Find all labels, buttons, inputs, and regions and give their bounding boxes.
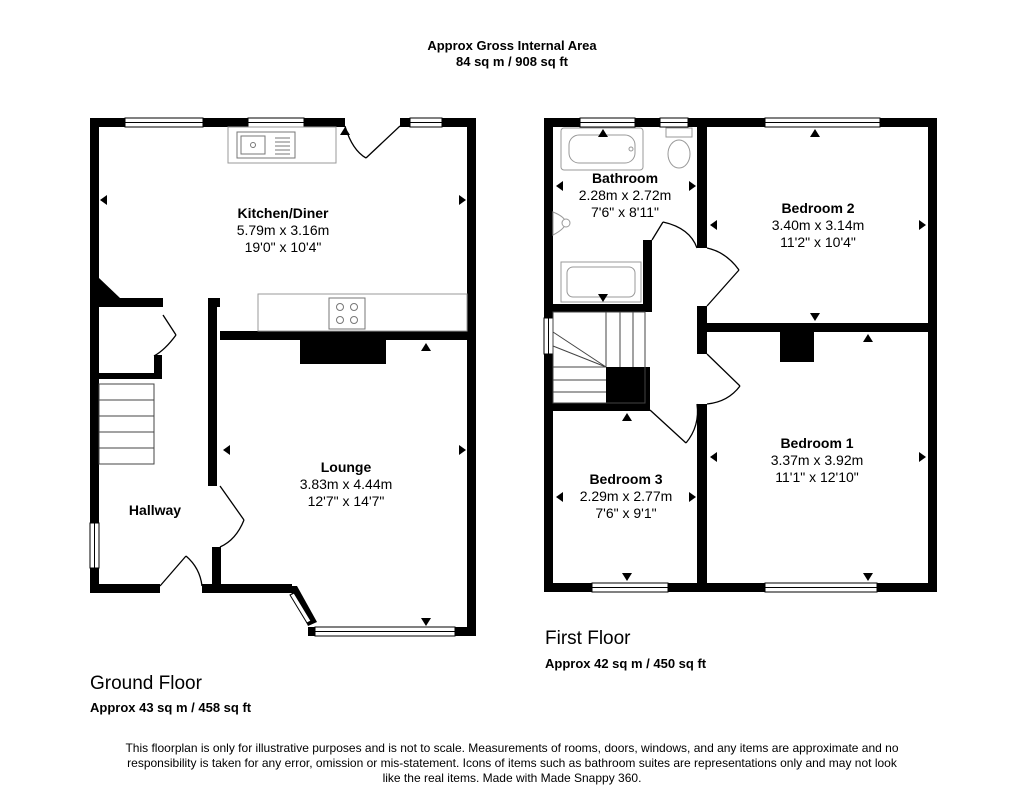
wall-west xyxy=(544,118,553,592)
wall-east xyxy=(928,118,937,592)
bedroom2-metric: 3.40m x 3.14m xyxy=(771,217,865,233)
ground-floor-plan xyxy=(90,118,476,636)
bedroom1-metric: 3.37m x 3.92m xyxy=(770,452,864,468)
wall-kitchen-lounge xyxy=(220,331,476,340)
first-floor-area: Approx 42 sq m / 450 sq ft xyxy=(545,656,707,671)
lounge-name: Lounge xyxy=(320,459,372,475)
wall-hall-lounge-upper xyxy=(208,298,217,486)
lounge-imperial: 12'7" x 14'7" xyxy=(307,493,385,509)
kitchen-metric: 5.79m x 3.16m xyxy=(236,222,330,238)
hob-icon xyxy=(329,298,365,329)
wall-bed2-bed1 xyxy=(697,323,937,332)
kitchen-name: Kitchen/Diner xyxy=(237,205,329,221)
bedroom2-imperial: 11'2" x 10'4" xyxy=(780,234,856,250)
bedroom1-imperial: 11'1" x 12'10" xyxy=(775,469,859,485)
bedroom1-name: Bedroom 1 xyxy=(780,435,854,451)
toilet-icon xyxy=(666,128,692,137)
wall-east xyxy=(467,118,476,636)
wall-south-hall xyxy=(90,584,160,593)
disclaimer-text: This floorplan is only for illustrative purposes and is not to scale. Measurements of rooms, doors, windows, and any items are approximate and no responsibility is taken for any error, omission or mis-statement. Icons of items such as bathroom suites are representations only and may not look like the real items. Made with Made Snappy 360. xyxy=(125,741,899,785)
bedroom2-name: Bedroom 2 xyxy=(781,200,855,216)
bay-wall xyxy=(288,586,317,626)
bedroom3-name: Bedroom 3 xyxy=(589,471,663,487)
bathroom-metric: 2.28m x 2.72m xyxy=(578,187,672,203)
total-area: 84 sq m / 908 sq ft xyxy=(456,54,568,69)
lounge-metric: 3.83m x 4.44m xyxy=(299,476,393,492)
wall-bath-bed2 xyxy=(697,118,707,248)
bedroom3-imperial: 7'6" x 9'1" xyxy=(595,505,657,521)
chimney-breast xyxy=(300,340,386,364)
wall-hall-lounge-lower xyxy=(212,547,221,593)
wall-west xyxy=(90,118,99,593)
ground-floor-area: Approx 43 sq m / 458 sq ft xyxy=(90,700,252,715)
wall-corner xyxy=(99,278,120,298)
ground-floor-title: Ground Floor xyxy=(90,673,202,694)
first-floor-title: First Floor xyxy=(545,628,631,649)
wall-landing-bed3 xyxy=(553,403,650,411)
wall-bath-landing xyxy=(553,304,648,312)
bedroom3-metric: 2.29m x 2.77m xyxy=(579,488,673,504)
chimney-landing xyxy=(606,367,650,403)
room-labels xyxy=(129,170,864,521)
chimney-bed1 xyxy=(780,332,814,362)
kitchen-imperial: 19'0" x 10'4" xyxy=(244,239,322,255)
ground-stairs xyxy=(99,384,154,464)
wall-bed3-bed1 xyxy=(697,404,707,592)
hallway-name: Hallway xyxy=(128,502,182,518)
first-doors xyxy=(650,222,740,443)
bathroom-imperial: 7'6" x 8'11" xyxy=(591,204,659,220)
bathroom-name: Bathroom xyxy=(591,170,659,186)
wall-cupboard-top xyxy=(99,298,163,307)
area-title: Approx Gross Internal Area xyxy=(427,38,597,53)
